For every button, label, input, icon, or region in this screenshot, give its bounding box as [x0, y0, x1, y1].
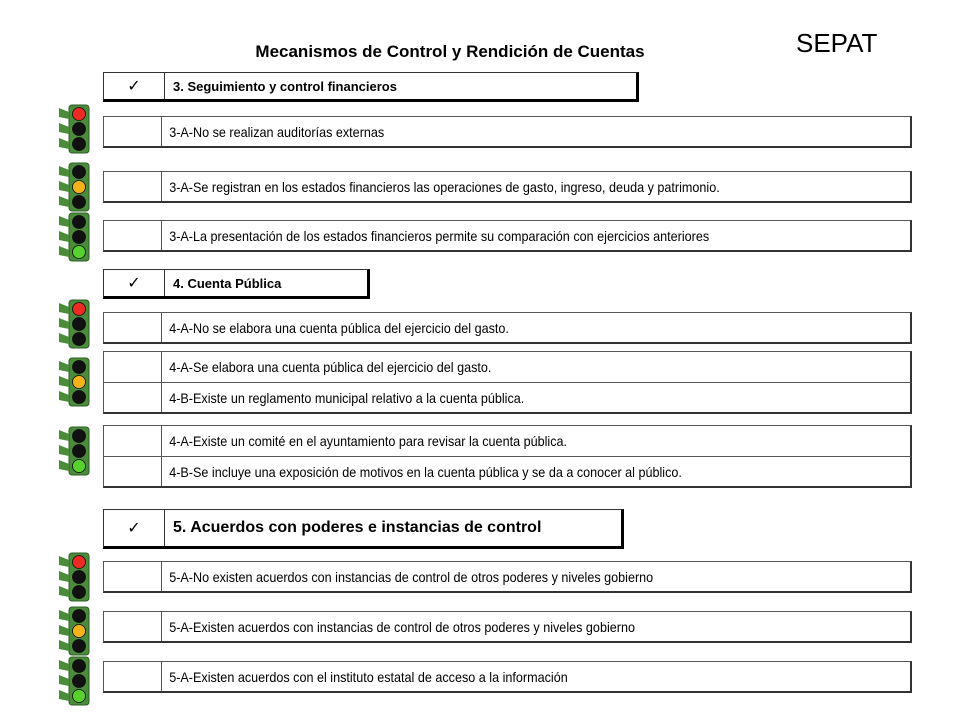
traffic-light-green-icon: [58, 212, 98, 262]
table-row: [103, 456, 912, 488]
table-row: [103, 661, 912, 693]
lamp-yellow: [73, 571, 86, 584]
row-text: 3-A-No se realizan auditorías externas: [169, 123, 385, 140]
lamp-yellow: [73, 675, 86, 688]
lamp-red: [73, 361, 86, 374]
lamp-red: [73, 216, 86, 229]
section-3-header: [103, 72, 639, 102]
lamp-red: [73, 430, 86, 443]
lamp-green: [73, 586, 86, 599]
lamp-red: [73, 108, 86, 121]
lamp-green: [73, 196, 86, 209]
section-4-title: 4. Cuenta Pública: [173, 275, 282, 291]
traffic-light-green-icon: [58, 656, 98, 706]
row-text: 4-A-No se elabora una cuenta pública del ejercicio del gasto.: [169, 319, 509, 336]
traffic-light-green-icon: [58, 426, 98, 476]
section-4-header: [103, 269, 370, 299]
checkmark-icon: ✓: [104, 73, 165, 99]
row-text: 3-A-La presentación de los estados financieros permite su comparación con ejercicios anteriores: [169, 227, 710, 244]
lamp-yellow: [73, 445, 86, 458]
table-row: [103, 611, 912, 643]
lamp-red: [73, 166, 86, 179]
table-row: [103, 312, 912, 344]
checkmark-icon: ✓: [104, 510, 165, 546]
section-5-title: 5. Acuerdos con poderes e instancias de control: [173, 519, 542, 536]
page-title: Mecanismos de Control y Rendición de Cuentas: [255, 42, 645, 61]
lamp-yellow: [73, 376, 86, 389]
lamp-green: [73, 333, 86, 346]
lamp-green: [73, 246, 86, 259]
traffic-light-yellow-icon: [58, 162, 98, 212]
lamp-yellow: [73, 625, 86, 638]
row-text: 4-B-Existe un reglamento municipal relativo a la cuenta pública.: [169, 389, 525, 406]
section-5-header: [103, 509, 624, 549]
traffic-light-red-icon: [58, 104, 98, 154]
traffic-light-yellow-icon: [58, 606, 98, 656]
row-text: 3-A-Se registran en los estados financieros las operaciones de gasto, ingreso, deuda y patrimonio.: [169, 178, 720, 195]
lamp-green: [73, 460, 86, 473]
table-row: [103, 561, 912, 593]
lamp-red: [73, 610, 86, 623]
lamp-yellow: [73, 231, 86, 244]
brand-label: SEPAT: [796, 28, 878, 58]
traffic-light-red-icon: [58, 299, 98, 349]
table-row: [103, 425, 912, 457]
lamp-yellow: [73, 318, 86, 331]
lamp-yellow: [73, 123, 86, 136]
row-text: 4-A-Existe un comité en el ayuntamiento para revisar la cuenta pública.: [169, 433, 568, 449]
row-text: 4-B-Se incluye una exposición de motivos en la cuenta pública y se da a conocer al público.: [169, 463, 682, 480]
row-text: 4-A-Se elabora una cuenta pública del ejercicio del gasto.: [169, 359, 492, 375]
table-row: [103, 351, 912, 383]
lamp-green: [73, 690, 86, 703]
table-row: [103, 171, 912, 203]
row-text: 5-A-Existen acuerdos con instancias de control de otros poderes y niveles gobierno: [169, 618, 635, 635]
lamp-green: [73, 391, 86, 404]
row-text: 5-A-Existen acuerdos con el instituto estatal de acceso a la información: [169, 668, 568, 685]
checkmark-icon: ✓: [104, 270, 165, 296]
row-text: 5-A-No existen acuerdos con instancias de control de otros poderes y niveles gobierno: [169, 568, 654, 585]
section-3-title: 3. Seguimiento y control financieros: [173, 78, 397, 94]
table-row: [103, 116, 912, 148]
lamp-yellow: [73, 181, 86, 194]
lamp-red: [73, 303, 86, 316]
table-row: [103, 382, 912, 414]
traffic-light-red-icon: [58, 552, 98, 602]
lamp-green: [73, 640, 86, 653]
table-row: [103, 220, 912, 252]
lamp-green: [73, 138, 86, 151]
traffic-light-yellow-icon: [58, 357, 98, 407]
lamp-red: [73, 660, 86, 673]
lamp-red: [73, 556, 86, 569]
